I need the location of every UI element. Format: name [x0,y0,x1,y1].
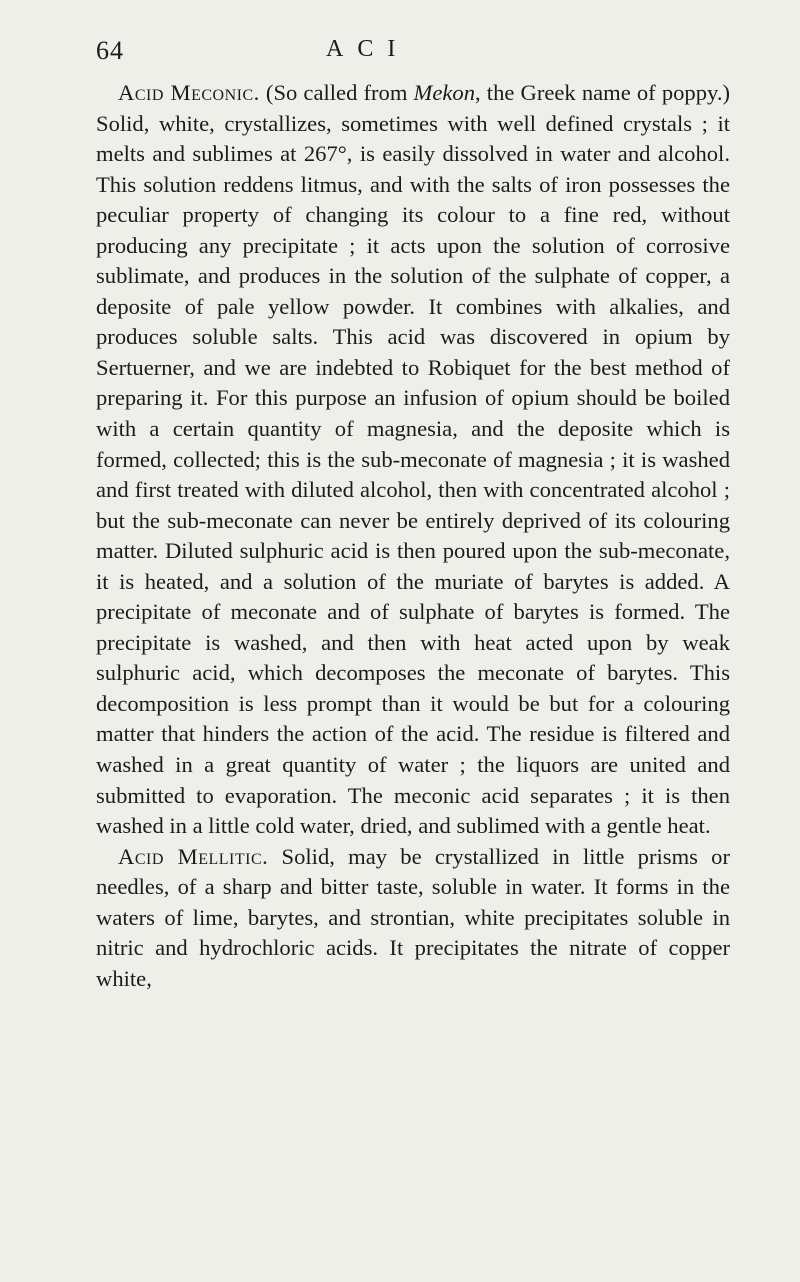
entry-text-pre: (So called from [265,80,414,105]
entry-text: Solid, may be crystallized in little prisms or needles, of a sharp and bitter taste, soluble in water. It forms in the waters of lime, barytes, and strontian, white precipitates soluble in nitric and hydrochloric acids. It precipitates the nitrate of copper white, [96,843,730,991]
entry-acid-meconic [96,78,730,842]
running-head: ACI [326,36,410,62]
entry-term: Acid Mellitic. [118,843,269,869]
entry-italic-word: Mekon [413,80,476,105]
entry-text: , the Greek name of poppy.) Solid, white, crystallizes, sometimes with well defined crystals ; it melts and sublimes at 267°, is easily dissolved in water and alcohol. This solution reddens litmus, and with the salts of iron possesses the peculiar property of changing its colour to a fine red, without producing any precipitate ; it acts upon the solution of corrosive sublimate, and produces in the solution of the sulphate of copper, a deposite of pale yellow powder. It combines with alkalies, and produces soluble salts. This acid was discovered in opium by Sertuerner, and we are indebted to Robiquet for the best method of preparing it. For this purpose an infusion of opium should be boiled with a certain quantity of magnesia, and the deposite which is formed, collected; this is the sub-meconate of magnesia ; it is washed and first treated with diluted alcohol, then with concentrated alcohol ; but the sub-meconate can never be entirely deprived of its colouring matter. Diluted sulphuric acid is then poured upon the sub-meconate, it is heated, and a solution of the muriate of barytes is added. A precipitate of meconate and of sulphate of barytes is formed. The precipitate is washed, and then with heat acted upon by weak sulphuric acid, which decomposes the meconate of barytes. This decomposition is less prompt than it would be but for a colouring matter that hinders the action of the acid. The residue is filtered and washed in a great quantity of water ; the liquors are united and submitted to evaporation. The meconic acid separates ; it is then washed in a little cold water, dried, and sublimed with a gentle heat. [96,80,731,839]
body-text [96,78,730,994]
entry-term: Acid Meconic. [118,80,260,105]
page-number: 64 [96,36,124,65]
page-header [96,36,730,78]
entry-acid-mellitic [96,842,730,995]
